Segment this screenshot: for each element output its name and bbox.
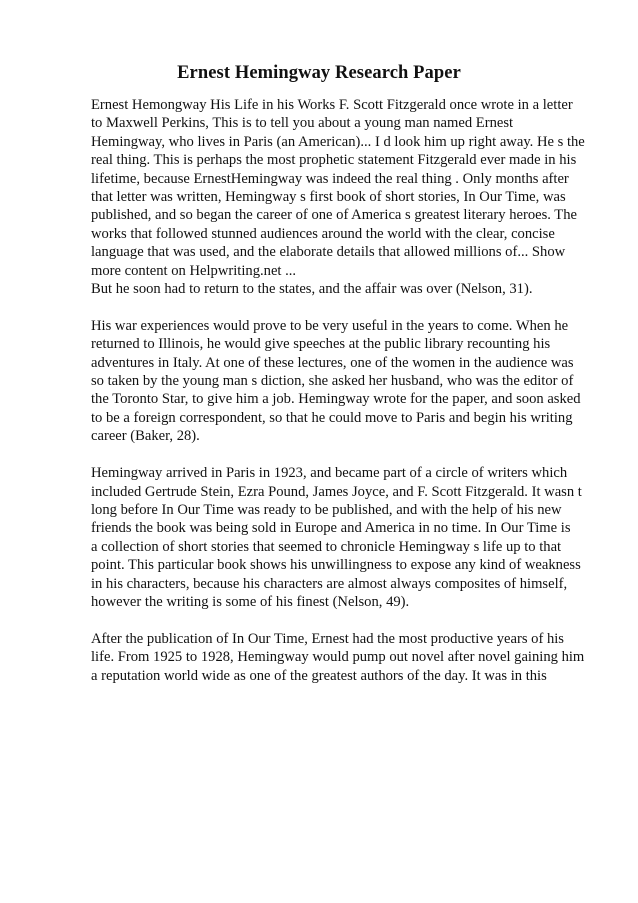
- text-line: the Toronto Star, to give him a job. Hemingway wrote for the paper, and soon asked: [91, 391, 581, 408]
- text-line: career (Baker, 28).: [91, 428, 200, 445]
- text-line: a collection of short stories that seemed to chronicle Hemingway s life up to that: [91, 538, 562, 555]
- text-line: so taken by the young man s diction, she asked her husband, who was the editor of: [91, 373, 574, 390]
- text-line: But he soon had to return to the states, and the affair was over (Nelson, 31).: [91, 281, 533, 298]
- text-line: more content on Helpwriting.net ...: [91, 262, 297, 279]
- text-line: Hemingway arrived in Paris in 1923, and became part of a circle of writers which: [91, 465, 568, 482]
- text-line: point. This particular book shows his unwillingness to expose any kind of weakness: [91, 557, 581, 574]
- text-line: a reputation world wide as one of the greatest authors of the day. It was in this: [91, 667, 547, 684]
- text-line: returned to Illinois, he would give speeches at the public library recounting his: [91, 336, 551, 353]
- text-line: in his characters, because his characters are almost always composites of himself,: [91, 575, 568, 592]
- text-line: life. From 1925 to 1928, Hemingway would pump out novel after novel gaining him: [91, 649, 585, 666]
- text-line: real thing. This is perhaps the most prophetic statement Fitzgerald ever made in his: [91, 152, 577, 169]
- text-line: long before In Our Time was ready to be published, and with the help of his new: [91, 501, 562, 518]
- text-line: His war experiences would prove to be very useful in the years to come. When he: [91, 317, 569, 334]
- paragraph-return: [91, 280, 591, 298]
- paragraph-war-experiences: [91, 317, 591, 446]
- paragraph-intro: [91, 96, 591, 280]
- text-line: adventures in Italy. At one of these lectures, one of the women in the audience was: [91, 354, 574, 371]
- document-body: [91, 96, 591, 703]
- text-line: lifetime, because ErnestHemingway was indeed the real thing . Only months after: [91, 170, 569, 187]
- document-title: Ernest Hemingway Research Paper: [177, 63, 461, 83]
- text-line: that letter was written, Hemingway s first book of short stories, In Our Time, was: [91, 189, 566, 206]
- paragraph-productive-years: [91, 630, 591, 685]
- text-line: Ernest Hemongway His Life in his Works F. Scott Fitzgerald once wrote in a letter: [91, 97, 573, 113]
- text-line: After the publication of In Our Time, Ernest had the most productive years of his: [91, 630, 564, 647]
- text-line: works that followed stunned audiences around the world with the clear, concise: [91, 225, 555, 242]
- text-line: friends the book was being sold in Europe and America in no time. In Our Time is: [91, 520, 571, 537]
- text-line: published, and so began the career of one of America s greatest literary heroes. The: [91, 207, 577, 224]
- paragraph-paris: [91, 464, 591, 611]
- text-line: to Maxwell Perkins, This is to tell you about a young man named Ernest: [91, 115, 514, 132]
- text-line: however the writing is some of his finest (Nelson, 49).: [91, 593, 410, 610]
- text-line: Hemingway, who lives in Paris (an American)... I d look him up right away. He s the: [91, 133, 585, 150]
- text-line: language that was used, and the elaborate details that allowed millions of... Show: [91, 244, 566, 261]
- text-line: to be a foreign correspondent, so that he could move to Paris and begin his writing: [91, 409, 573, 426]
- text-line: included Gertrude Stein, Ezra Pound, James Joyce, and F. Scott Fitzgerald. It wasn t: [91, 483, 582, 500]
